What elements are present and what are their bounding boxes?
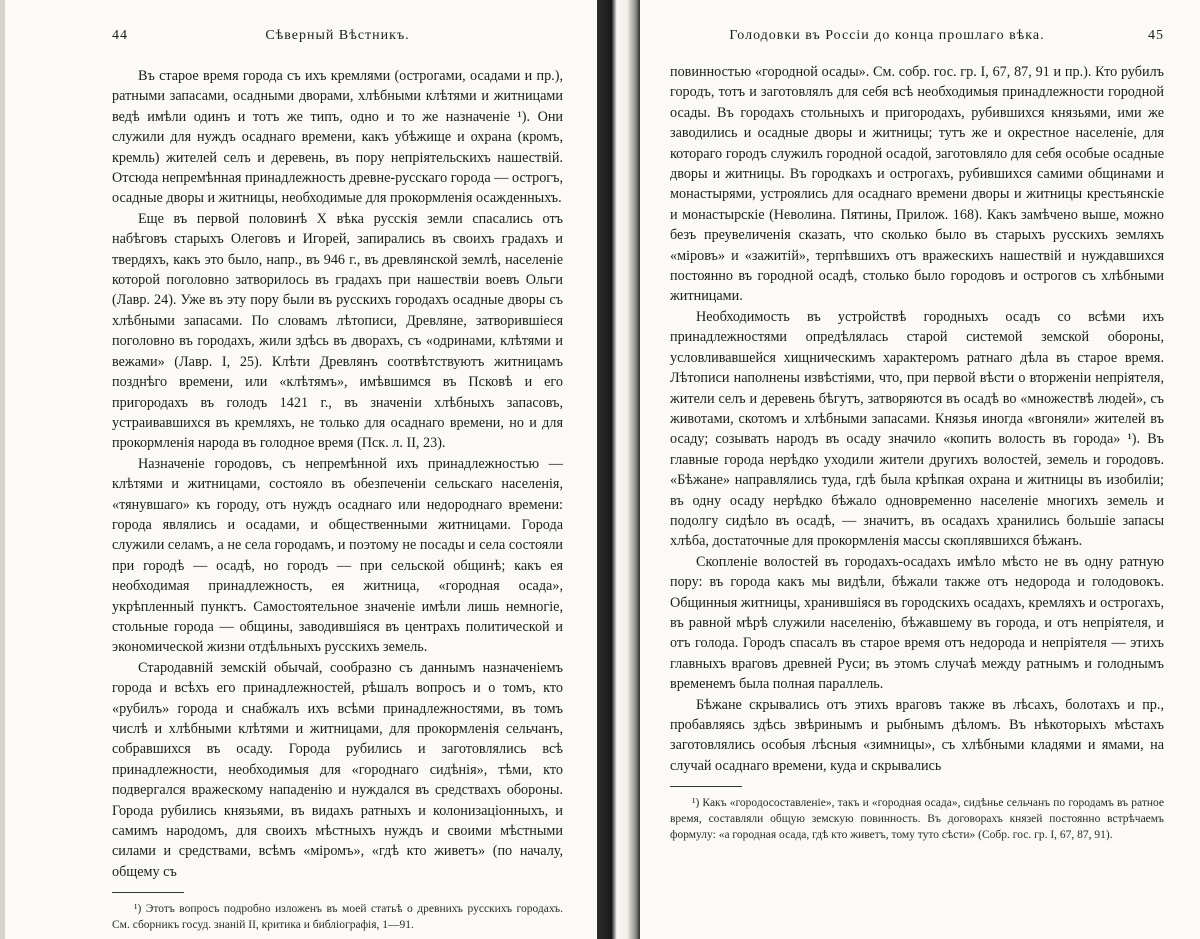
page-number: 45 <box>1148 28 1164 43</box>
footnote: ¹) Какъ «городосоставленіе», такъ и «городная осада», сидѣнье сельчанъ по городамъ въ ратное время, составляли общую земскую повинность. Въ договорахъ князей постоянно встрѣчаемъ формулу: «а городная осада, гдѣ кто живетъ, тому туто сѣсти» (Собр. гос. гр. I, 67, 87, 91). <box>670 797 1164 842</box>
body-text <box>112 66 563 882</box>
running-head <box>670 28 1164 50</box>
book-gutter <box>597 0 640 939</box>
paragraph: Бѣжане скрывались отъ этихъ враговъ также въ лѣсахъ, болотахъ и пр., пробавляясь здѣсь звѣринымъ и рыбнымъ дѣломъ. Въ нѣкоторыхъ мѣстахъ заготовлялись особыя лѣсныя «зимницы», съ хлѣбными кладями и ямами, на случай осаднаго времени, куда и скрывались <box>670 696 1164 774</box>
footnote-rule <box>112 892 184 893</box>
left-page <box>0 0 597 939</box>
paragraph: Скопленіе волостей въ городахъ-осадахъ имѣло мѣсто не въ одну ратную пору: въ города какъ мы видѣли, бѣжали также отъ недорода и голодовокъ. Общинныя житницы, хранившіяся въ городскихъ осадахъ, кремляхъ и острогахъ, въ равной мѣрѣ служили населенію, бѣжавшему въ города, и отъ непріятеля, и отъ голода. Городъ спасалъ въ старое время отъ недорода и непріятеля — этихъ главныхъ враговъ древней Руси; въ этомъ случаѣ между ратнымъ и голоднымъ временемъ была полная параллель. <box>670 553 1164 693</box>
right-page <box>640 0 1200 939</box>
paragraph: Еще въ первой половинѣ X вѣка русскія земли спасались отъ набѣговъ старыхъ Олеговъ и Игорей, запирались въ своихъ градахъ и твердяхъ, какъ это было, напр., въ 946 г., въ древлянской землѣ, населеніе которой поголовно затворилось въ градахъ при нашествіи воевъ Ольги (Лавр. 24). Уже въ эту пору были въ русскихъ городахъ осадные дворы съ хлѣбными запасами. По словамъ лѣтописи, Древляне, затворившіеся поголовно въ городахъ, жили здѣсь въ дворахъ, съ «одринами, клѣтями и вежами» (Лавр. I, 25). Клѣти Древлянъ соотвѣтствуютъ житницамъ позднѣго времени, или «клѣтямъ», имѣвшимся въ Псковѣ и его пригородахъ въ голодъ 1421 г., въ значеніи хлѣбныхъ запасовъ, устраивавшихся въ кремляхъ, не только для осаднаго времени, но и для прокормленія народа въ голодное время (Пск. л. II, 23). <box>112 210 563 452</box>
paragraph: повинностью «городной осады». См. собр. гос. гр. I, 67, 87, 91 и пр.). Кто рубилъ городъ, тотъ и заготовлялъ для себя всѣ необходимыя принадлежности городной осады. Въ городахъ стольныхъ и пригородахъ, рубившихся князьями, ими же заводились и осадные дворы и житницы; тутъ же и окрестное населеніе, для котораго городъ служилъ городной осадой, заготовляло для себя особые осадные дворы и житницы. Въ городкахъ и острогахъ, рубившихся самими общинами и монастырями, устроялись для осаднаго времени дворы и житницы крестьянскіе и монастырскіе (Неволина. Пятины, Прилож. 168). Какъ замѣчено выше, можно безъ преувеличенія сказать, что сколько было въ старыхъ русскихъ земляхъ «міровъ» и «зажитій», терпѣвшихъ отъ вражескихъ нашествій и нуждавшихся постоянно въ городной осадѣ, столько было городовъ и острогов съ хлѣбными житницами. <box>670 64 1164 305</box>
running-head-title: Сѣверный Вѣстникъ. <box>265 28 410 43</box>
paragraph: Назначеніе городовъ, съ непремѣнной ихъ принадлежностью — клѣтями и житницами, состояло въ обезпеченіи сельскаго населенія, «тянувшаго» къ городу, отъ нуждъ осаднаго или недороднаго времени: города являлись и осадами, и общественными житницами. Города служили селамъ, а не села городамъ, и поэтому не посады и села состояли при городѣ — осадѣ, но городъ — при сельской общинѣ; какъ ея необходимая принадлежность, ея житница, «городная осада», укрѣпленный пунктъ. Самостоятельное значеніе имѣли лишь немногіе, стольные города — общины, заводившіяся въ центрахъ политической и экономической жизни отдѣльныхъ русскихъ земель. <box>112 455 563 656</box>
footnote: ¹) Этотъ вопросъ подробно изложенъ въ моей статьѣ о древнихъ русскихъ городахъ. См. сборникъ госуд. знаній II, критика и библіографія, 1—91. <box>112 903 563 932</box>
running-head-title: Голодовки въ Россіи до конца прошлаго вѣка. <box>729 28 1045 43</box>
footnote-rule <box>670 786 742 787</box>
page-edge <box>0 0 5 939</box>
paragraph: Необходимость въ устройствѣ городныхъ осадъ со всѣми ихъ принадлежностями опредѣлялась старой системой земской обороны, условливавшейся хищническимъ характеромъ ратнаго дѣла въ старое время. Лѣтописи наполнены извѣстіями, что, при первой вѣсти о вторженіи непріятеля, жители селъ и деревень бѣгутъ, затворяются въ осадѣ во «множествѣ людей», съ животами, скотомъ и хлѣбными запасами. Князья иногда «вгоняли» жителей въ осаду; созывать народъ въ осаду значило «копить волость въ города» ¹). Въ главные города нерѣдко уходили жители другихъ волостей, земель и городовъ. «Бѣжане» направлялись туда, гдѣ была крѣпкая охрана и житницы въ изобиліи; въ одну осаду нерѣдко бѣжало одновременно населеніе многихъ земель и подолгу сидѣло въ осадѣ, — значитъ, въ осадахъ хранились большіе запасы хлѣба, достаточные для прокормленія массы скоплявшихся бѣжанъ. <box>670 308 1164 550</box>
paragraph: Въ старое время города съ ихъ кремлями (острогами, осадами и пр.), ратными запасами, осадными дворами, хлѣбными клѣтями и житницами ведѣ имѣли одинъ и тотъ же типъ, одно и то же назначеніе ¹). Они служили для нуждъ осаднаго времени, какъ убѣжище и охрана (кромъ, кремль) жителей селъ и деревень, въ пору непріятельскихъ нашествій. Отсюда непремѣнная принадлежность древне-русскаго города — острогъ, осадные дворы и житницы, необходимые для прокормленія осажденныхъ. <box>112 68 563 207</box>
paragraph: Стародавній земскій обычай, сообразно съ даннымъ назначеніемъ города и всѣхъ его принадлежностей, рѣшалъ вопросъ и о томъ, кто «рубилъ» города и снабжалъ ихъ всѣми принадлежностями, въ томъ числѣ и хлѣбными клѣтями и житницами, для прокормленія сельчанъ, собравшихся въ осаду. Города рубились и заготовлялись всѣ принадлежности, необходимыя для «городнаго сидѣнія», тѣми, кто подвергался вражескому нападенію и нуждался въ средствахъ обороны. Города рубились князьями, въ видахъ ратныхъ и колонизаціонныхъ, и самимъ народомъ, для своихъ мѣстныхъ нуждъ и своими мѣстными силами и средствами, всѣмъ «міромъ», «гдѣ кто живетъ» (по началу, общему съ <box>112 659 563 880</box>
page-number: 44 <box>112 28 128 43</box>
body-text <box>670 62 1164 776</box>
running-head <box>112 28 563 50</box>
